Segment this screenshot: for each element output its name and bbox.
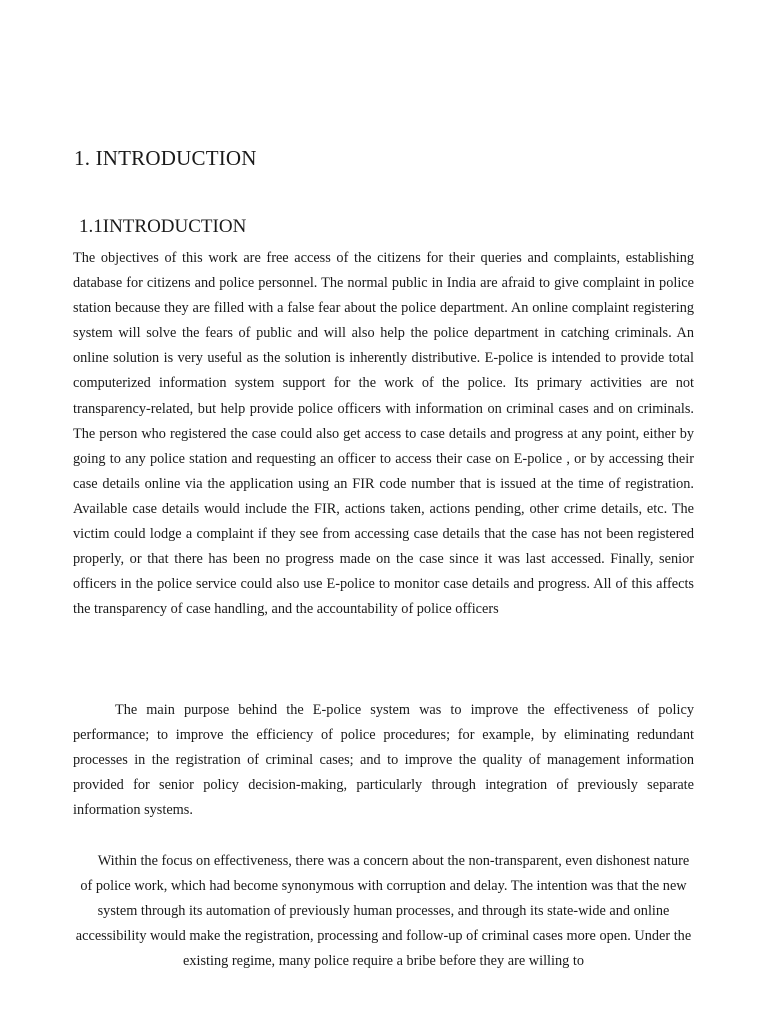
chapter-heading: 1. INTRODUCTION — [74, 146, 257, 170]
body-paragraph-2: The main purpose behind the E-police system was to improve the effectiveness of policy performance; to improve the efficiency of police procedures; for example, by eliminating redundant processes in the registration of criminal cases; and to improve the quality of management information provided for senior policy decision-making, particularly through integration of previously separate information systems. — [73, 702, 694, 819]
body-paragraph-3: Within the focus on effectiveness, there was a concern about the non-transparent, even dishonest nature of police work, which had become synonymous with corruption and delay. The intention was that the new system through its automation of previously human processes, and through its state-wide and online accessibility would make the registration, processing and follow-up of criminal cases more open. Under the existing regime, many police require a bribe before they are willing to — [75, 853, 692, 970]
body-paragraph-1: The objectives of this work are free access of the citizens for their queries and complaints, establishing database for citizens and police personnel. The normal public in India are afraid to give complaint in police station because they are filled with a false fear about the police department. An online complaint registering system will solve the fears of public and will also help the police department in catching criminals. An online solution is very useful as the solution is inherently distributive. E-police is intended to provide total computerized information system support for the work of the police. Its primary activities are not transparency-related, but help provide police officers with information on criminal cases and on criminals. The person who registered the case could also get access to case details and progress at any point, either by going to any police station and requesting an officer to access their case on E-police , or by accessing their case details online via the application using an FIR code number that is issued at the time of registration. Available case details would include the FIR, actions taken, actions pending, other crime details, etc. The victim could lodge a complaint if they see from accessing case details that the case has not been registered properly, or that there has been no progress made on the case since it was last accessed. Finally, senior officers in the police service could also use E-police to monitor case details and progress. All of this affects the transparency of case handling, and the accountability of police officers — [73, 250, 694, 618]
section-heading: 1.1INTRODUCTION — [79, 216, 247, 237]
